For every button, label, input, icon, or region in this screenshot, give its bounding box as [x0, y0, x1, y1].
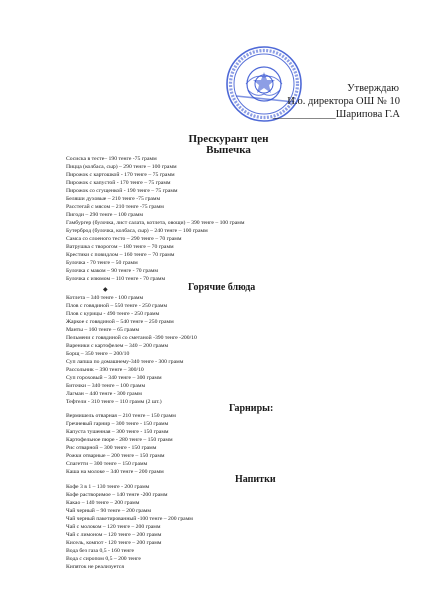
list-item: Пельмени с говядиной со сметаной -390 тенге -200/10: [66, 335, 197, 341]
list-item: Гамбургер (булочка, лист салата, котлета, овощи) – 390 тенге – 100 грамм: [66, 220, 245, 226]
list-item: Пирожок с капустой - 170 тенге – 75 грамм: [66, 180, 171, 186]
list-item: Каша на молоке – 340 тенге – 200 грамм: [66, 469, 164, 475]
list-item: Суп лапша по домашнему-340 тенге - 300 грамм: [66, 359, 184, 365]
list-item: Булочка с маком – 90 тенге - 70 грамм: [66, 268, 158, 274]
list-item: Рассольник – 390 тенге – 300/10: [66, 367, 144, 373]
list-item: Рис отварной – 300 тенге - 150 грамм: [66, 445, 157, 451]
list-item: Вода без газа 0,5 - 160 тенге: [66, 548, 135, 554]
hot-dishes-items-list: [66, 294, 197, 406]
list-item: Беляши духовые – 210 тенге -75 грамм: [66, 196, 161, 202]
list-item: Чай черный – 90 тенге – 200 грамм: [66, 508, 151, 514]
list-item: Пирожок с картошкой - 170 тенге – 75 грамм: [66, 172, 175, 178]
list-item: Кофе 3 в 1 – 130 тенге - 200 грамм: [66, 484, 150, 490]
stray-mark: ◆: [103, 287, 108, 293]
list-item: Кисель, компот - 120 тенге – 200 грамм: [66, 540, 162, 546]
list-item: Сосиска в тесте– 190 тенге -75 грамм: [66, 156, 157, 162]
section-heading-bakery: Выпечка: [206, 144, 251, 156]
list-item: Кофе растворимое – 140 тенге -200 грамм: [66, 492, 168, 498]
section-heading-drinks: Напитки: [235, 474, 276, 485]
list-item: Котлета – 340 тенге - 100 грамм: [66, 295, 144, 301]
list-item: Чай с молоком – 120 тенге – 200 грамм: [66, 524, 161, 530]
list-item: Ватрушка с творогом – 180 тенге – 70 грамм: [66, 244, 174, 250]
list-item: Бутерброд (булочка, колбаса, сыр) – 240 тенге – 100 грамм: [66, 228, 208, 234]
list-item: Чай с лимоном – 120 тенге – 200 грамм: [66, 532, 162, 538]
approval-signature-line: ____________Шарипова Г.А: [272, 109, 400, 120]
list-item: Самса со слоеного тесто – 290 тенге – 70 грамм: [66, 236, 182, 242]
list-item: Гречневый гарнир – 300 тенге - 150 грамм: [66, 421, 169, 427]
list-item: Борщ – 350 тенге – 200/10: [66, 351, 130, 357]
section-heading-garnishes: Гарниры:: [229, 403, 274, 414]
list-item: Какао – 140 тенге – 200 грамм: [66, 500, 140, 506]
list-item: Манты – 160 тенге – 65 грамм: [66, 327, 140, 333]
list-item: Кипяток не реализуется: [66, 564, 124, 570]
drinks-items-list: [66, 483, 193, 571]
list-item: Вода с сиропом 0,5 – 200 тенге: [66, 556, 141, 562]
list-item: Расстегай с мясом – 210 тенге -75 грамм: [66, 204, 164, 210]
list-item: Лагман – 440 тенге - 300 грамм: [66, 391, 142, 397]
approval-position: И.о. директора ОШ № 10: [287, 96, 400, 107]
list-item: Картофельное пюре - 280 тенге – 150 грамм: [66, 437, 173, 443]
list-item: Пицца (колбаса, сыр) – 290 тенге – 100 грамм: [66, 164, 177, 170]
list-item: Суп гороховый – 340 тенге – 300 грамм: [66, 375, 162, 381]
section-heading-hot-dishes: Горячие блюда: [188, 282, 256, 293]
list-item: Жаркое с говядиной – 540 тенге – 250 грамм: [66, 319, 174, 325]
document-title: Прескурант цен: [188, 133, 269, 145]
list-item: Рожки отварные – 200 тенге – 150 грамм: [66, 453, 165, 459]
list-item: Биточки – 340 тенге – 100 грамм: [66, 383, 146, 389]
list-item: Крестики с повидлом – 160 тенге – 70 грамм: [66, 252, 175, 258]
list-item: Булочка с изюмом – 110 тенге - 70 грамм: [66, 276, 166, 282]
list-item: Булочка - 70 тенге – 50 грамм: [66, 260, 138, 266]
list-item: Капуста тушенная – 300 тенге - 150 грамм: [66, 429, 169, 435]
list-item: Пирожок со сгущенкой - 190 тенге – 75 грамм: [66, 188, 178, 194]
list-item: Вареники с картофелем – 340 – 200 грамм: [66, 343, 169, 349]
list-item: Спагетти – 300 тенге – 150 грамм: [66, 461, 148, 467]
bakery-items-list: [66, 155, 244, 283]
list-item: Чай черный пакетированный -100 тенге – 200 грамм: [66, 516, 193, 522]
list-item: Пигоди – 290 тенге – 100 грамм: [66, 212, 143, 218]
list-item: Плов с курицы - 490 тенге - 250 грамм: [66, 311, 160, 317]
garnishes-items-list: [66, 412, 176, 476]
list-item: Плов с говядиной – 550 тенге - 250 грамм: [66, 303, 168, 309]
approval-heading: Утверждаю: [347, 83, 399, 94]
list-item: Тефтели - 310 тенге – 110 грамм (2 шт.): [66, 399, 162, 405]
list-item: Вермишель отварная – 210 тенге – 150 грамм: [66, 413, 176, 419]
